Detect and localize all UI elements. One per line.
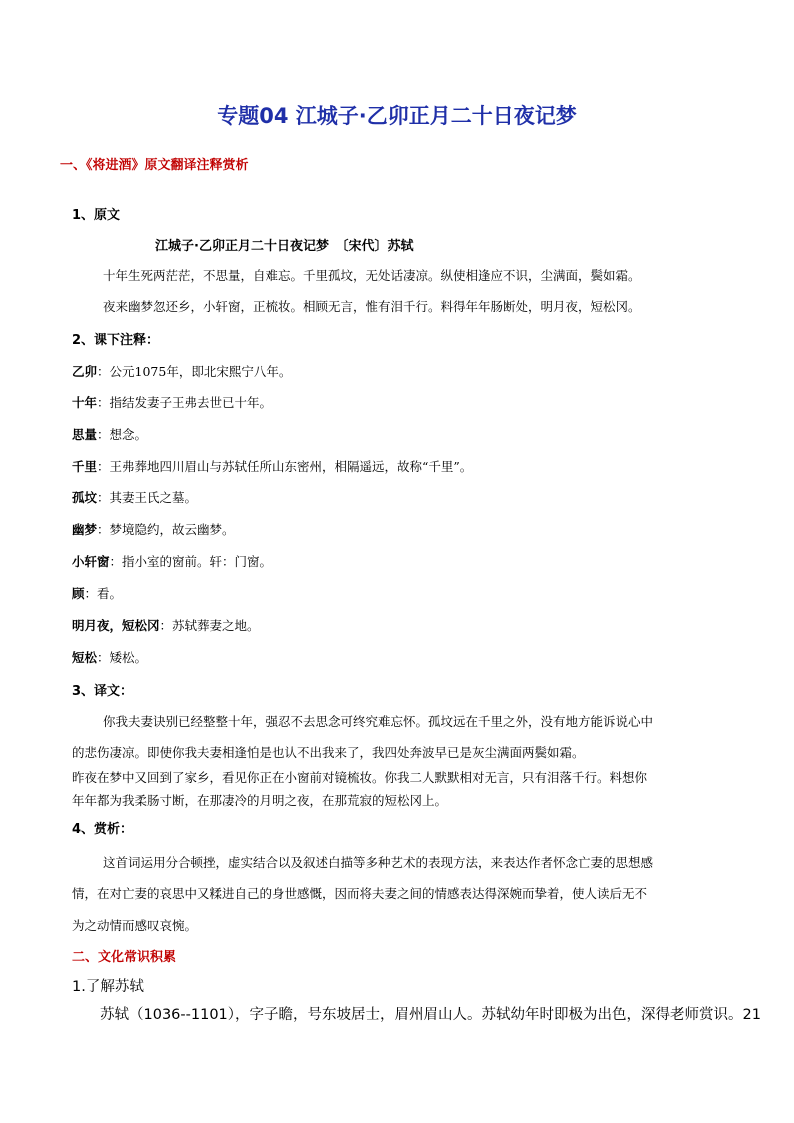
note-item: 短松：矮松。: [72, 650, 148, 665]
translation-line-4: 年年都为我柔肠寸断，在那凄冷的月明之夜，在那荒寂的短松冈上。: [72, 793, 448, 808]
section2-heading: 二、文化常识积累: [72, 950, 177, 965]
notes-label: 2、课下注释：: [72, 333, 160, 348]
note-item: 小轩窗：指小室的窗前。轩：门窗。: [72, 554, 273, 569]
translation-line-2: 的悲伤凄凉。即使你我夫妻相逢怕是也认不出我来了，我四处奔波早已是灰尘满面两鬓如霜。: [72, 745, 585, 760]
note-item: 孤坟：其妻王氏之墓。: [72, 490, 198, 505]
page-title: 专题04 江城子·乙卯正月二十日夜记梦: [217, 104, 577, 128]
appreciation-label: 4、赏析：: [72, 822, 134, 837]
original-label: 1、原文: [72, 208, 121, 223]
poem-line-2: 夜来幽梦忽还乡，小轩窗，正梳妆。相顾无言，惟有泪千行。料得年年肠断处，明月夜，短松冈。: [103, 299, 641, 314]
subsection-label: 1.了解苏轼: [72, 979, 144, 995]
translation-label: 3、译文：: [72, 684, 134, 699]
poem-title: 江城子·乙卯正月二十日夜记梦 〔宋代〕苏轼: [155, 239, 414, 254]
translation-line-1: 你我夫妻诀别已经整整十年，强忍不去思念可终究难忘怀。孤坟远在千里之外，没有地方能诉说心中: [103, 714, 654, 729]
note-item: 乙卯：公元1075年，即北宋熙宁八年。: [72, 364, 292, 379]
su-shi-intro: 苏轼（1036--1101），字子瞻，号东坡居士，眉州眉山人。苏轼幼年时即极为出色，深得老师赏识。21: [100, 1007, 761, 1023]
note-item: 幽梦：梦境隐约，故云幽梦。: [72, 522, 235, 537]
appreciation-line-3: 为之动情而感叹哀惋。: [72, 918, 198, 933]
note-item: 顾：看。: [72, 586, 123, 601]
note-item: 千里：王弗葬地四川眉山与苏轼任所山东密州，相隔遥远，故称“千里”。: [72, 459, 473, 474]
poem-line-1: 十年生死两茫茫，不思量，自难忘。千里孤坟，无处话凄凉。纵使相逢应不识，尘满面，鬓如霜。: [103, 268, 641, 283]
appreciation-line-1: 这首词运用分合顿挫，虚实结合以及叙述白描等多种艺术的表现方法，来表达作者怀念亡妻的思想感: [103, 855, 654, 870]
note-item: 明月夜，短松冈：苏轼葬妻之地。: [72, 618, 260, 633]
translation-line-3: 昨夜在梦中又回到了家乡，看见你正在小窗前对镜梳妆。你我二人默默相对无言，只有泪落千行。料想你: [72, 770, 648, 785]
appreciation-line-2: 情，在对亡妻的哀思中又糅进自己的身世感慨，因而将夫妻之间的情感表达得深婉而挚着，使人读后无不: [72, 886, 648, 901]
section1-heading: 一、《将进酒》原文翻译注释赏析: [60, 158, 249, 173]
note-item: 十年：指结发妻子王弗去世已十年。: [72, 395, 273, 410]
note-item: 思量：想念。: [72, 427, 148, 442]
